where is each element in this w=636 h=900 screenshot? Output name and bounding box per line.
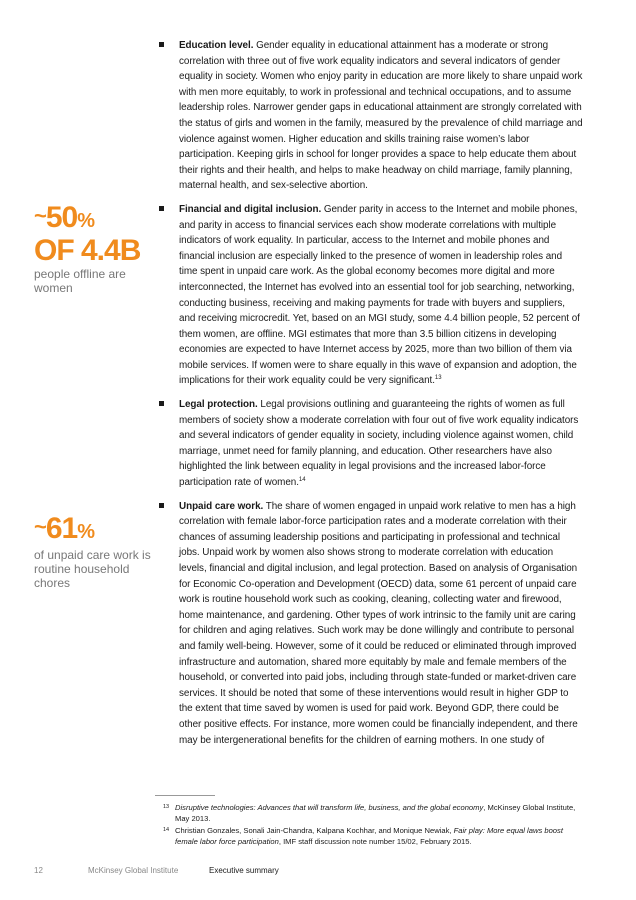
- bullet-financial-digital-inclusion: [155, 202, 583, 389]
- footnote-title: Fair play: More equal laws boost female labor force participation: [175, 826, 563, 846]
- footnote-title: Disruptive technologies: Advances that will transform life, business, and the global economy: [175, 803, 484, 812]
- callout-unpaid-care: [34, 512, 152, 590]
- bullet-title: Legal protection.: [179, 399, 258, 411]
- bullet-paragraph: [179, 38, 583, 194]
- callout-stat: ~50%: [34, 201, 95, 234]
- bullet-legal-protection: [155, 397, 583, 491]
- bullet-square-icon: [159, 42, 164, 47]
- footnote-text: , McKinsey Global Institute, May 2013.: [175, 803, 576, 823]
- footnote-text: , IMF staff discussion note number 15/02, February 2015.: [278, 836, 472, 846]
- bullet-text: Gender equality in educational attainment has a moderate or strong correlation with three out of five work equality indicators and several indicators of gender equality in society. Women who enjoy parity in education are more likely to share unpaid work with men more equitably, to work in professional and technical occupations, and to assume leadership roles. Narrower gender gaps in educational attainment are strongly correlated with the status of girls and women in the family, measured by the prevalence of child marriage and violence against women. Higher education and skills training raise women’s labor participation. Keeping girls in school for longer provides a space to help educate them about their rights and their health, and helps to make headway on child marriage, family planning, maternal health, and sex-selective abortion.: [179, 40, 583, 192]
- bullet-education-level: [155, 38, 583, 194]
- bullet-square-icon: [159, 503, 164, 508]
- callout-stat-line2: OF 4.4B: [34, 234, 141, 267]
- callout-caption: of unpaid care work is routine household chores: [34, 548, 151, 590]
- section-name: Executive summary: [209, 866, 279, 875]
- bullet-square-icon: [159, 206, 164, 211]
- bullet-text: The share of women engaged in unpaid work relative to men has a high correlation with female labor-force participation rates and a moderate correlation with their chances of assuming leadership positions and participating in professional and technical jobs. Unpaid work by women also shows strong to moderate correlation with education levels, financial and digital inclusion, and legal protection. Based on analysis of Organisation for Economic Co-operation and Development (OECD) data, some 61 percent of unpaid care work is routine household work such as cooking, cleaning, collecting water and firewood, home maintenance, and gardening. Other types of work intrinsic to the family unit are caring for children and aging relatives. Such work may be done willingly and contribute to personal and family well-being. However, some of it could be reduced or eliminated through improved infrastructure and automation, shared more equitably by male and female members of the household, or converted into paid jobs, including through state-funded or market-driven care services. It should be noted that some of these interventions would result in higher GDP to the extent that time saved by women is used for paid work. Beyond GDP, there could be other positive effects. For instance, more women could be financially independent, and there may be intergenerational benefits for the children of earning mothers. In one study of: [179, 500, 578, 746]
- publisher-name: McKinsey Global Institute: [88, 866, 179, 875]
- bullet-unpaid-care-work: [155, 499, 583, 749]
- bullet-title: Unpaid care work.: [179, 500, 264, 512]
- bullet-square-icon: [159, 401, 164, 406]
- bullet-paragraph: [179, 202, 583, 389]
- footnote-number: 14: [163, 827, 170, 833]
- bullet-text: Gender parity in access to the Internet and mobile phones, and parity in access to financial services each show moderate correlations with multiple indicators of work equality. In particular, access to the Internet and mobile phones and financial inclusion are especially linked to the presence of women in leadership roles and time spent in unpaid care work. As the global economy becomes more digital and more interconnected, the Internet has evolved into an essential tool for job searching, networking, conducting business, receiving and making payments for trade with buyers and suppliers, and receiving microcredit. Yet, based on an MGI study, some 4.4 billion people, 52 percent of them women, are offline. MGI estimates that more than 3.5 billion citizens in developing economies are expected to have Internet access by 2025, more than two billion of them via mobile services. If women were to share equally in this wave of expansion and adoption, the implications for their work equality could be very significant.: [179, 203, 580, 387]
- bullet-paragraph: [179, 397, 583, 491]
- footnote-authors: Christian Gonzales, Sonali Jain-Chandra, Kalpana Kochhar, and Monique Newiak,: [175, 826, 454, 835]
- footnote-ref[interactable]: 13: [434, 375, 442, 382]
- footnote-divider: [155, 795, 215, 796]
- callout-caption: people offline are women: [34, 267, 126, 295]
- bullet-title: Financial and digital inclusion.: [179, 203, 322, 215]
- footnote-14: [163, 826, 583, 847]
- footnote-13: [163, 803, 583, 824]
- footnotes: [163, 803, 583, 849]
- bullet-text: Legal provisions outlining and guaranteeing the rights of women as full members of society show a moderate correlation with four out of five work equality indicators and several indicators of gender equality in society, including violence against women, child marriage, unmet need for family planning, and education. Other researchers have also highlighted the link between equality in legal provisions and the increased labor-force participation rate of women.: [179, 399, 579, 489]
- footnote-ref[interactable]: 14: [298, 477, 306, 484]
- main-text: [155, 38, 583, 756]
- callout-stat: ~61%: [34, 512, 95, 545]
- callout-offline-women: [34, 201, 152, 295]
- bullet-title: Education level.: [179, 40, 254, 51]
- bullet-paragraph: [179, 499, 583, 749]
- footnote-number: 13: [163, 804, 170, 810]
- page-number: 12: [34, 866, 43, 875]
